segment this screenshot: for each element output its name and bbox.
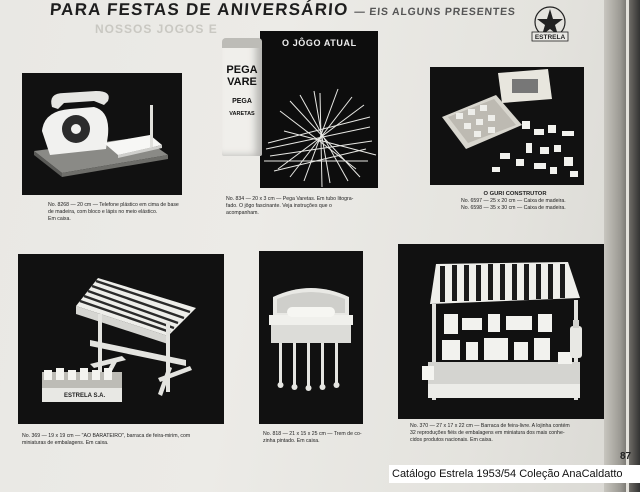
caption-line: fado. O jôgo fascinante. Veja instruções que o: [226, 203, 332, 209]
page-number: 87: [620, 451, 632, 462]
kitchen-set-illustration: [259, 251, 363, 424]
caption-barraca-feira: [410, 423, 625, 444]
tube-label-line: VARE: [227, 76, 257, 88]
title-text: PARA FESTAS DE ANIVERSÁRIO: [49, 0, 350, 19]
product-photo-pega-varetas: [260, 31, 378, 188]
caption-line: 32 reproduções fiéis de embalagens em miniatura dos mais conhe-: [410, 430, 565, 436]
guri-construtor-title: O GURI CONSTRUTOR: [483, 191, 547, 197]
product-photo-trem-cozinha: [259, 251, 363, 424]
book-spine: [604, 0, 640, 492]
product-photo-barateiro: [18, 254, 224, 424]
telephone-illustration: [22, 73, 182, 195]
page-title: [49, 0, 516, 20]
stall-sign: ESTRELA S.A.: [64, 393, 106, 399]
caption-line: No. 818 — 21 x 15 x 25 cm — Trem de co-: [263, 431, 362, 437]
caption-line: No. 834 — 20 x 3 cm — Pega Varetas. Em tubo litogra-: [226, 196, 354, 202]
blocks-illustration: [430, 67, 584, 185]
market-stall-illustration: [398, 244, 610, 419]
caption-telefone: [48, 202, 188, 223]
caption-line: zinha pintado. Em caixa.: [263, 438, 320, 444]
product-photo-barraca-feira: [398, 244, 610, 419]
caption-line: miniaturas de embalagens. Em caixa.: [22, 440, 109, 446]
credit-watermark: Catálogo Estrela 1953/54 Coleção AnaCaldatto: [389, 465, 640, 483]
sticks-illustration: [260, 31, 378, 188]
tube-label-line: PEGA: [232, 98, 252, 105]
tube-label-line: PEGA: [226, 64, 258, 76]
caption-line: No. 6597 — 25 x 20 cm — Caixa de madeira.: [461, 198, 566, 204]
caption-line: No. 369 — 19 x 19 cm — "AO BARATEIRO", barraca de feira-mirim, com: [22, 433, 191, 439]
bleed-through-text: NOSSOS JOGOS E: [95, 22, 218, 36]
caption-barateiro: [22, 433, 232, 447]
box-header: O JÔGO ATUAL: [282, 38, 357, 48]
caption-trem-cozinha: [263, 431, 383, 445]
caption-line: No. 370 — 27 x 17 x 22 cm — Barraca de feira-livre. A lojinha contém: [410, 423, 570, 429]
estrela-logo: [528, 4, 572, 44]
caption-line: cidos produtos nacionais. Em caixa.: [410, 437, 493, 443]
caption-line: de madeira, com bloco e lápis no meio elástico.: [48, 209, 158, 215]
caption-line: No. 8268 — 20 cm — Telefone plástico em cima de base: [48, 202, 179, 208]
title-subtitle: — EIS ALGUNS PRESENTES: [353, 6, 517, 18]
caption-line: Em caixa.: [48, 216, 71, 222]
caption-pega-varetas: [226, 196, 376, 217]
caption-guri-construtor: [461, 198, 591, 212]
tube-label-line: VARETAS: [229, 111, 255, 117]
stall-illustration: [18, 254, 224, 424]
product-photo-telefone: [22, 73, 182, 195]
pega-varetas-tube: [222, 38, 262, 156]
caption-line: No. 6598 — 35 x 30 cm — Caixa de madeira.: [461, 205, 566, 211]
product-photo-guri-construtor: [430, 67, 584, 185]
svg-text:ESTRELA: ESTRELA: [534, 34, 566, 41]
caption-line: acompanham.: [226, 210, 259, 216]
tube-label: [224, 64, 260, 120]
